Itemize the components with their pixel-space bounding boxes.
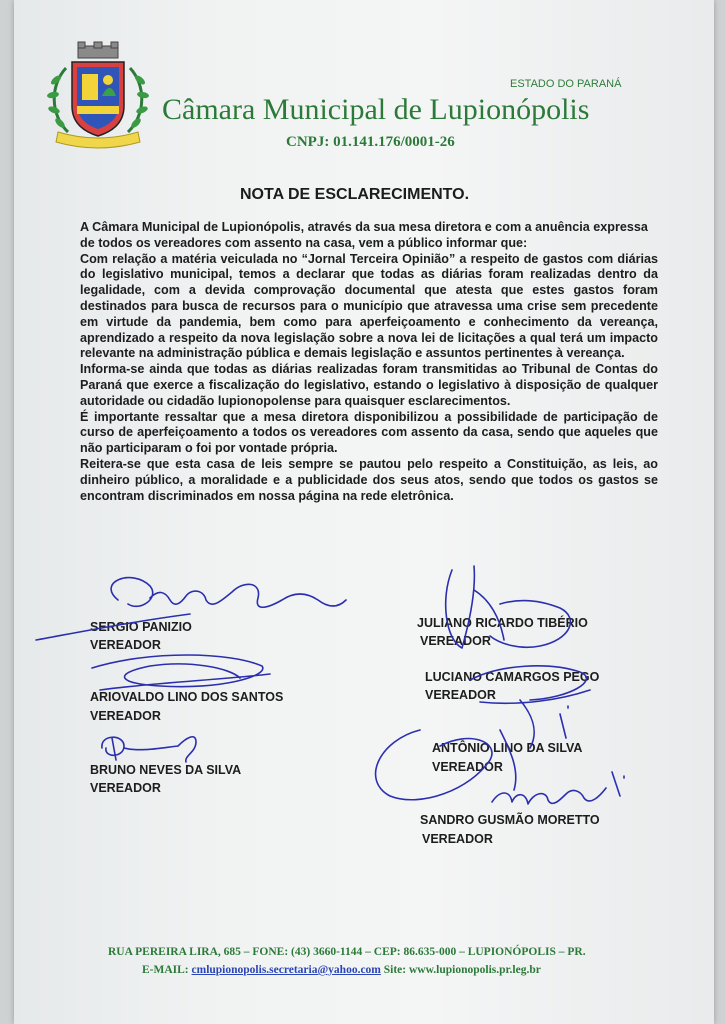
signatory-role: VEREADOR <box>432 760 503 774</box>
signatory-role: VEREADOR <box>422 832 493 846</box>
footer-contact <box>142 964 541 976</box>
signatory-name: JULIANO RICARDO TIBÉRIO <box>417 616 588 630</box>
signatory-name: SERGIO PANIZIO <box>90 620 192 634</box>
signatory-role: VEREADOR <box>90 638 161 652</box>
paragraph: Com relação a matéria veiculada no “Jornal Terceira Opinião” a respeito de gastos com diárias do legislativo municipal, temos a declarar que todas as diárias foram realizadas dentro da legalidade, com a devida comprovação documental que atesta que estes gastos foram destinados para busca de recursos para o município que atravessa uma crise sem precedente em virtude da pandemia, bem como para aperfeiçoamento e conhecimento da vereança, aprendizado a respeito da nova legislação sobre a nova lei de licitações a qual terá um impacto relevante na administração pública e demais legislação e assuntos pertinentes à vereança. <box>80 251 658 361</box>
signatory-name: LUCIANO CAMARGOS PEGO <box>425 670 600 684</box>
signatory-role: VEREADOR <box>90 781 161 795</box>
coat-of-arms-logo <box>44 40 152 152</box>
paragraph: Reitera-se que esta casa de leis sempre se pautou pelo respeito a Constituição, as leis, ao dinheiro público, a moralidade e a publicidade dos seus atos, sendo que todos os gastos se encontram discriminados em nossa página na rede eletrônica. <box>80 456 658 503</box>
state-label: ESTADO DO PARANÁ <box>510 78 622 90</box>
signatory-name: ARIOVALDO LINO DOS SANTOS <box>90 690 284 704</box>
paragraph: Informa-se ainda que todas as diárias realizadas foram transmitidas ao Tribunal de Contas do Paraná que exerce a fiscalização do legislativo, estando o legislativo à disposição de qualquer autoridade ou cidadão lupionopolense para quaisquer esclarecimentos. <box>80 362 658 408</box>
paragraph: A Câmara Municipal de Lupionópolis, através da sua mesa diretora e com a anuência expressa de todos os vereadores com assento na casa, vem a público informar que: <box>80 220 648 250</box>
signatory-role: VEREADOR <box>420 634 491 648</box>
signatory-role: VEREADOR <box>425 688 496 702</box>
site-link[interactable]: Site: www.lupionopolis.pr.leg.br <box>383 964 541 976</box>
signatory-name: ANTÔNIO LINO DA SILVA <box>432 741 583 755</box>
email-label: E-MAIL: <box>142 964 189 976</box>
footer-address: RUA PEREIRA LIRA, 685 – FONE: (43) 3660-1144 – CEP: 86.635-000 – LUPIONÓPOLIS – PR. <box>108 946 586 958</box>
document-body <box>80 220 658 504</box>
document-title: NOTA DE ESCLARECIMENTO. <box>240 186 470 203</box>
email-link[interactable]: cmlupionopolis.secretaria@yahoo.com <box>191 964 381 976</box>
paragraph: É importante ressaltar que a mesa diretora disponibilizou a possibilidade de participação de curso de aperfeiçoamento a todos os vereadores com assento da casa, sendo que aqueles que não participaram o foi por vontade própria. <box>80 409 658 456</box>
signatory-name: SANDRO GUSMÃO MORETTO <box>420 813 600 827</box>
document-page <box>14 0 714 1024</box>
institution-name: Câmara Municipal de Lupionópolis <box>162 93 590 126</box>
signatory-name: BRUNO NEVES DA SILVA <box>90 763 242 777</box>
signatory-role: VEREADOR <box>90 709 161 723</box>
cnpj-number: CNPJ: 01.141.176/0001-26 <box>286 134 455 150</box>
